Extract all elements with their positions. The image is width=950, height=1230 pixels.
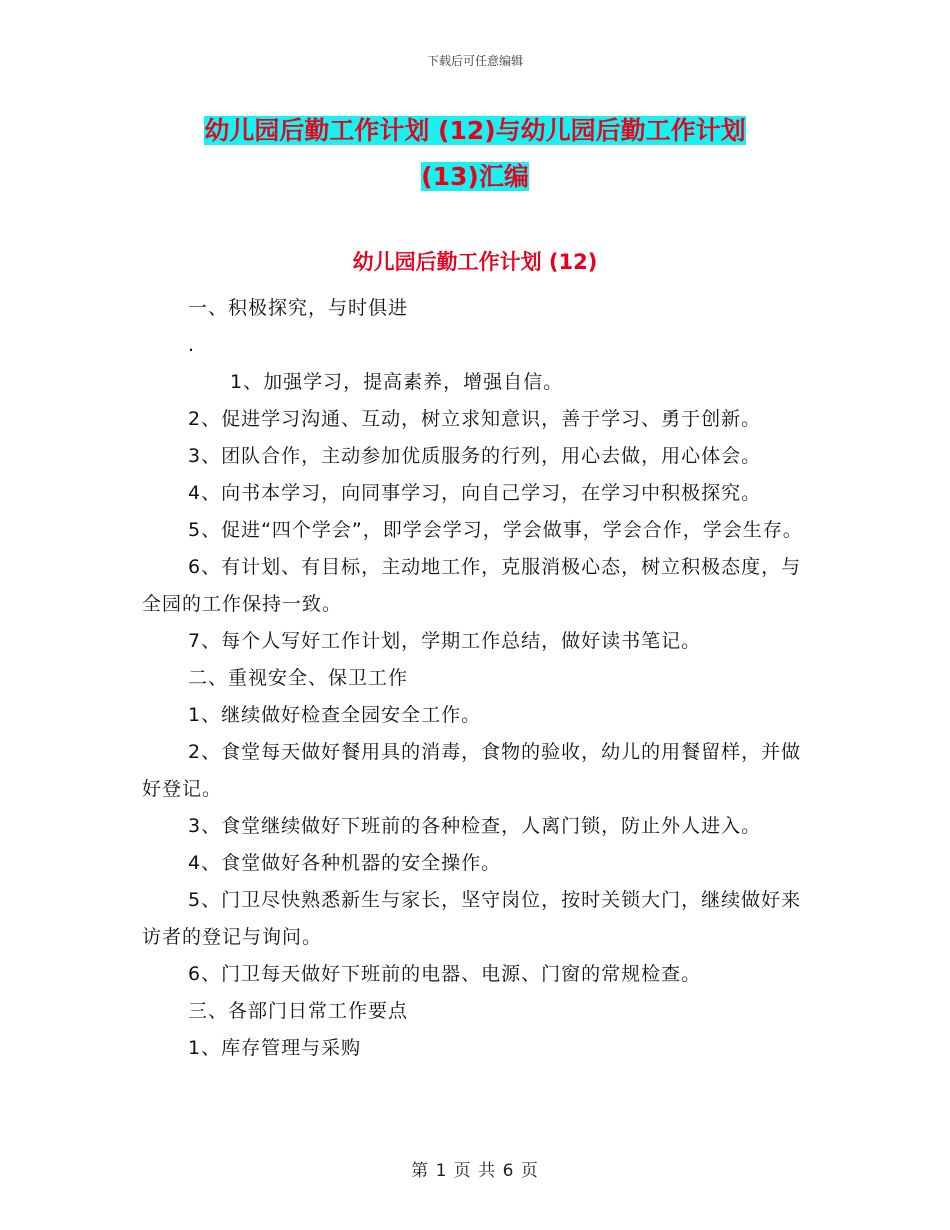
paragraph: 1、加强学习，提高素养，增强自信。 [230,371,564,393]
paragraph: 3、团队合作，主动参加优质服务的行列，用心去做，用心体会。 [188,445,762,467]
paragraph: 1、继续做好检查全园安全工作。 [188,704,482,726]
paragraph: 4、向书本学习，向同事学习，向自己学习，在学习中积极探究。 [188,482,762,504]
paragraph: 6、有计划、有目标，主动地工作，克服消极心态，树立积极态度，与全园的工作保持一致。 [142,556,802,615]
paragraph: 3、食堂继续做好下班前的各种检查，人离门锁，防止外人进入。 [188,815,762,837]
paragraph: 1、库存管理与采购 [188,1037,362,1059]
page-footer: 第 1 页 共 6 页 [411,1161,539,1181]
paragraph: 4、食堂做好各种机器的安全操作。 [188,852,502,874]
page-header: 下载后可任意编辑 [426,54,523,68]
paragraph: 2、促进学习沟通、互动，树立求知意识，善于学习、勇于创新。 [188,408,762,430]
document-body [142,290,810,1067]
heading-2: 二、重视安全、保卫工作 [188,667,409,689]
document-title-line-1: 幼儿园后勤工作计划 (12)与幼儿园后勤工作计划 [204,116,746,145]
document-title-line-2: (13)汇编 [421,162,529,191]
section-title: 幼儿园后勤工作计划 (12) [352,250,598,274]
paragraph: 5、促进“四个学会”，即学会学习，学会做事，学会合作，学会生存。 [188,519,803,541]
paragraph: 7、每个人写好工作计划，学期工作总结，做好读书笔记。 [188,630,702,652]
heading-3: 三、各部门日常工作要点 [188,1000,409,1022]
paragraph: 2、食堂每天做好餐用具的消毒，食物的验收，幼儿的用餐留样，并做好登记。 [142,741,802,800]
paragraph: 6、门卫每天做好下班前的电器、电源、门窗的常规检查。 [188,963,702,985]
heading-1: 一、积极探究，与时俱进 [188,297,409,319]
stray-dot: . [188,334,196,356]
document-title [0,108,950,200]
paragraph: 5、门卫尽快熟悉新生与家长，坚守岗位，按时关锁大门，继续做好来访者的登记与询问。 [142,889,802,948]
